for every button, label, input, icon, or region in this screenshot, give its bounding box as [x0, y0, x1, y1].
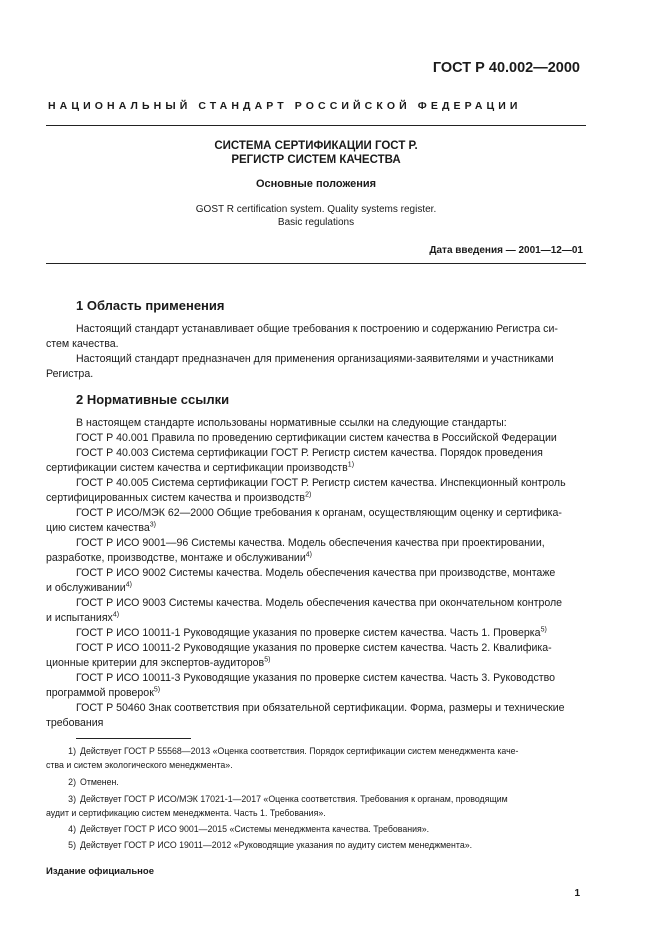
title-line-1: СИСТЕМА СЕРТИФИКАЦИИ ГОСТ Р. — [214, 140, 418, 152]
reference-line: и обслуживании$^{4)}$ — [46, 581, 132, 594]
footnote: 5) Действует ГОСТ Р ИСО 19011—2012 «Руководящие указания по аудиту систем менеджмента». — [68, 840, 473, 850]
footnote-ref: 5) — [153, 686, 161, 694]
english-title-line-2: Basic regulations — [277, 216, 355, 228]
reference-line: ГОСТ Р 40.005 Система сертификации ГОСТ Р. Регистр систем качества. Инспекционный контроль — [76, 477, 566, 489]
reference-line: ГОСТ Р ИСО 10011-3 Руководящие указания по проверке систем качества. Часть 3. Руководство — [76, 672, 556, 684]
reference-line: ГОСТ Р ИСО 10011-1 Руководящие указания по проверке систем качества. Часть 1. Проверка$^{5)}$ — [76, 626, 547, 639]
reference-line: требования — [46, 717, 104, 729]
reference-line: ГОСТ Р ИСО 9003 Системы качества. Модель обеспечения качества при окончательном контроле — [76, 597, 563, 609]
section-1-heading: 1 Область применения — [76, 298, 225, 313]
reference-line: ГОСТ Р 40.001 Правила по проведению сертификации систем качества в Российской Федерации — [76, 432, 557, 444]
reference-line: ГОСТ Р ИСО 9002 Системы качества. Модель обеспечения качества при производстве, монтаже — [76, 567, 556, 579]
english-title-line-1: GOST R certification system. Quality systems register. — [195, 204, 437, 215]
section-2-heading: 2 Нормативные ссылки — [76, 392, 230, 407]
footnote: 2) Отменен. — [68, 777, 119, 787]
introduction-date: Дата введения — 2001—12—01 — [429, 245, 583, 256]
footnote-ref: 3) — [149, 521, 156, 529]
footnote-ref: 1) — [347, 461, 355, 469]
reference-line: разработке, производстве, монтаже и обслуживании$^{4)}$ — [46, 551, 312, 564]
footnote-ref: 4) — [125, 581, 132, 589]
reference-line: цию систем качества$^{3)}$ — [46, 521, 156, 534]
title-line-2: РЕГИСТР СИСТЕМ КАЧЕСТВА — [231, 154, 401, 166]
section-1-paragraph-2-line-2: Регистра. — [46, 368, 94, 380]
footnote-ref: 5) — [540, 626, 547, 634]
footnote-ref: 5) — [264, 656, 271, 664]
header-divider — [46, 125, 586, 126]
section-1-paragraph-1-line-1: Настоящий стандарт устанавливает общие требования к построению и содержанию Регистра си- — [76, 323, 558, 335]
reference-line: ГОСТ Р ИСО 9001—96 Системы качества. Модель обеспечения качества при проектировании, — [76, 537, 545, 549]
footnote-ref: 2) — [305, 491, 312, 499]
official-edition-label: Издание официальное — [46, 866, 154, 877]
reference-line: ГОСТ Р 50460 Знак соответствия при обязательной сертификации. Форма, размеры и технические — [76, 702, 565, 714]
document-title — [46, 139, 586, 167]
reference-line: В настоящем стандарте использованы нормативные ссылки на следующие стандарты: — [76, 417, 507, 429]
reference-line: и испытаниях$^{4)}$ — [46, 611, 120, 624]
reference-line: ционные критерии для экспертов-аудиторов$^{5)}$ — [46, 656, 271, 669]
footnote-ref: 4) — [305, 551, 312, 559]
section-1-paragraph-2-line-1: Настоящий стандарт предназначен для применения организациями-заявителями и участниками — [76, 353, 554, 365]
footnote: 4) Действует ГОСТ Р ИСО 9001—2015 «Системы менеджмента качества. Требования». — [68, 824, 430, 834]
english-title — [46, 204, 586, 229]
reference-line: ГОСТ Р ИСО/МЭК 62—2000 Общие требования к органам, осуществляющим оценку и сертифика- — [76, 507, 562, 519]
reference-line: ГОСТ Р ИСО 10011-2 Руководящие указания по проверке систем качества. Часть 2. Квалифика- — [76, 642, 552, 654]
footnote-ref: 4) — [112, 611, 120, 619]
national-standard-banner: НАЦИОНАЛЬНЫЙ СТАНДАРТ РОССИЙСКОЙ ФЕДЕРАЦИИ — [48, 100, 522, 112]
reference-line: сертифицированных систем качества и производств$^{2)}$ — [46, 491, 312, 504]
reference-line: сертификации систем качества и сертификации производств$^{1)}$ — [46, 461, 355, 474]
document-subtitle: Основные положения — [255, 178, 377, 190]
intro-divider — [46, 263, 586, 264]
document-number: ГОСТ Р 40.002—2000 — [432, 60, 580, 76]
footnote-separator — [76, 738, 191, 739]
page-number: 1 — [574, 888, 580, 899]
footnote: 3) Действует ГОСТ Р ИСО/МЭК 17021-1—2017 «Оценка соответствия. Требования к органам, проводящим аудит и сертификацию систем менеджмента. Часть 1. Требования». — [46, 794, 508, 818]
footnote: 1) Действует ГОСТ Р 55568—2013 «Оценка соответствия. Порядок сертификации систем менеджмента каче- ства и систем экологического менеджмента». — [46, 746, 519, 770]
section-1-paragraph-1-line-2: стем качества. — [46, 338, 119, 350]
reference-line: ГОСТ Р 40.003 Система сертификации ГОСТ Р. Регистр систем качества. Порядок проведения — [76, 447, 543, 459]
reference-line: программой проверок$^{5)}$ — [46, 686, 161, 699]
